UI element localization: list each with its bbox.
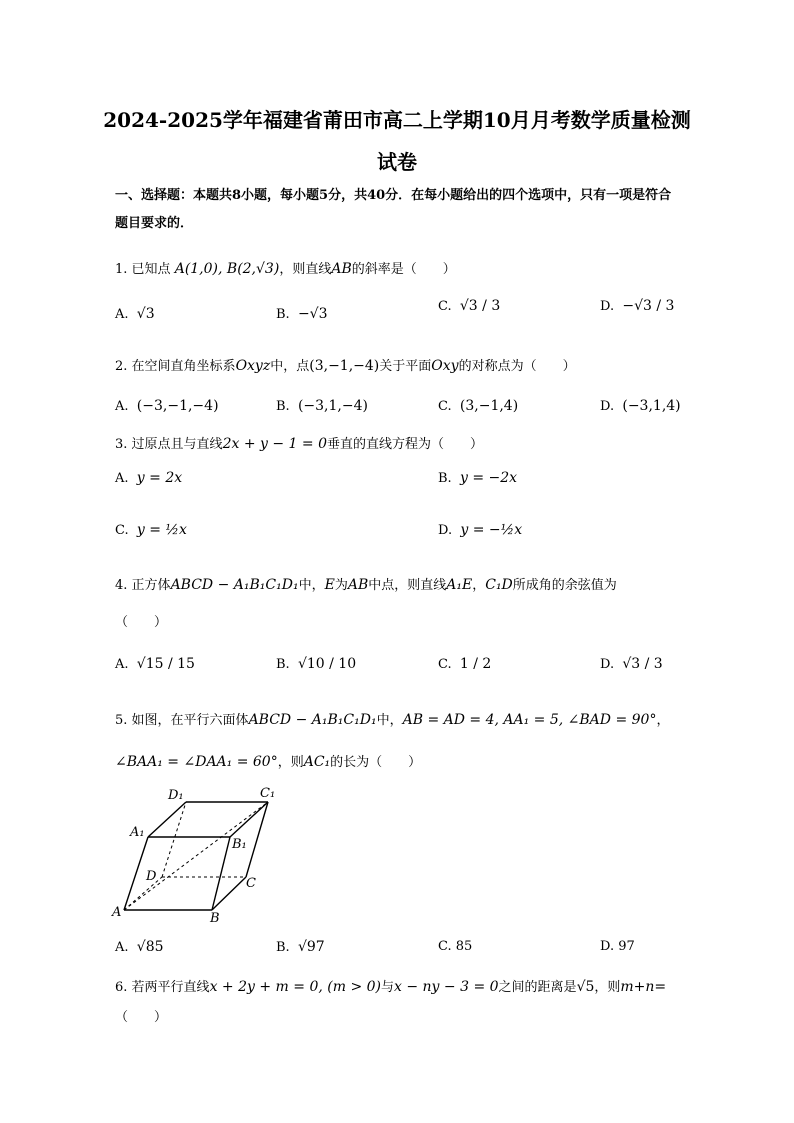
- question-5: [115, 709, 669, 728]
- label-d: D: [146, 869, 157, 884]
- option-value: y = −2x: [459, 470, 518, 486]
- question-text: 中，点: [270, 359, 310, 374]
- question-text: 中点，则直线: [368, 578, 447, 593]
- option-c[interactable]: C. 85: [438, 939, 473, 954]
- question-text: 与: [381, 980, 395, 995]
- option-value: √15 / 15: [136, 656, 195, 672]
- question-text: 的对称点为（ ）: [458, 359, 576, 374]
- question-text: ，则直线: [279, 262, 332, 277]
- option-value: y = 2x: [136, 470, 183, 486]
- math-line: AB: [347, 577, 369, 593]
- math-solid: ABCD − A₁B₁C₁D₁: [248, 712, 377, 728]
- math-line: AB: [331, 261, 352, 277]
- option-c[interactable]: C. √3 / 3: [438, 298, 501, 314]
- math-point: E: [324, 577, 335, 593]
- option-d[interactable]: D. √3 / 3: [600, 656, 663, 672]
- option-b[interactable]: B. (−3,1,−4): [276, 398, 368, 414]
- page-title: 2024-2025学年福建省莆田市高二上学期10月月考数学质量检测: [103, 108, 691, 132]
- option-value: √85: [136, 939, 164, 955]
- label-b1: B₁: [232, 837, 247, 852]
- math-equation: 2x + y − 1 = 0: [222, 436, 327, 452]
- option-value: (−3,1,4): [622, 398, 681, 414]
- math-system: Oxyz: [235, 358, 271, 374]
- section-heading: 一、选择题：本题共8小题，每小题5分，共40分．在每小题给出的四个选项中，只有一项是符合题目要求的．: [115, 188, 672, 231]
- math-condition: AB = AD = 4, AA₁ = 5, ∠BAD = 90°: [402, 712, 657, 728]
- question-text: 正方体: [131, 578, 171, 593]
- question-number: 4.: [115, 578, 128, 593]
- option-d[interactable]: D. y = −½x: [438, 522, 523, 538]
- math-value: √5: [576, 979, 595, 995]
- question-text: ，则: [277, 755, 304, 770]
- option-c[interactable]: C. y = ½x: [115, 522, 187, 538]
- option-value: 1 / 2: [459, 656, 492, 672]
- question-6-paren: （ ）: [115, 1010, 168, 1025]
- question-2: [115, 355, 576, 374]
- option-b[interactable]: B. y = −2x: [438, 470, 518, 486]
- label-d1: D₁: [168, 788, 184, 803]
- math-point: (3,−1,−4): [309, 358, 380, 374]
- option-a[interactable]: A. √85: [115, 939, 164, 955]
- question-4: [115, 574, 617, 593]
- option-b[interactable]: B. −√3: [276, 306, 328, 322]
- question-text: 所成角的余弦值为: [512, 578, 617, 593]
- math-expression: m+n=: [620, 979, 667, 995]
- question-text: ，则: [594, 980, 621, 995]
- label-b: B: [210, 911, 220, 922]
- math-condition: ∠BAA₁ = ∠DAA₁ = 60°: [115, 754, 278, 770]
- option-value: (3,−1,4): [459, 398, 519, 414]
- question-text: 过原点且与直线: [131, 437, 223, 452]
- math-solid: ABCD − A₁B₁C₁D₁: [170, 577, 299, 593]
- question-text: 若两平行直线: [131, 980, 210, 995]
- question-1: [115, 258, 456, 277]
- math-line: C₁D: [485, 577, 513, 593]
- question-number: 2.: [115, 359, 128, 374]
- question-5-line2: [115, 751, 421, 770]
- question-number: 3.: [115, 437, 128, 452]
- question-text: 的斜率是（ ）: [351, 262, 456, 277]
- option-a[interactable]: A. y = 2x: [115, 470, 183, 486]
- question-text: 如图，在平行六面体: [131, 713, 249, 728]
- math-points: A(1,0), B(2,√3): [174, 261, 280, 277]
- option-a[interactable]: A. (−3,−1,−4): [115, 398, 219, 414]
- question-6: [115, 976, 666, 995]
- math-equation: x − ny − 3 = 0: [394, 979, 499, 995]
- option-b[interactable]: B. √10 / 10: [276, 656, 357, 672]
- label-a: A: [112, 905, 122, 920]
- option-d[interactable]: D. 97: [600, 939, 635, 954]
- option-value: 97: [618, 939, 635, 954]
- option-value: √3: [136, 306, 155, 322]
- option-a[interactable]: A. √15 / 15: [115, 656, 195, 672]
- math-line: A₁E: [446, 577, 473, 593]
- option-value: (−3,−1,−4): [136, 398, 219, 414]
- question-3: [115, 433, 483, 452]
- option-value: √3 / 3: [459, 298, 501, 314]
- question-text: ，: [656, 713, 670, 728]
- option-c[interactable]: C. (3,−1,4): [438, 398, 519, 414]
- label-c: C: [246, 876, 256, 891]
- option-value: −√3: [297, 306, 328, 322]
- option-value: √97: [297, 939, 325, 955]
- question-text: 已知点: [131, 262, 171, 277]
- option-value: y = ½x: [136, 522, 187, 538]
- option-c[interactable]: C. 1 / 2: [438, 656, 492, 672]
- math-equation: x + 2y + m = 0, (m > 0): [209, 979, 381, 995]
- question-text: ，: [472, 578, 486, 593]
- question-4-paren: （ ）: [115, 615, 168, 630]
- option-value: √3 / 3: [622, 656, 663, 672]
- option-b[interactable]: B. √97: [276, 939, 325, 955]
- option-a[interactable]: A. √3: [115, 306, 155, 322]
- question-text: 垂直的直线方程为（ ）: [326, 437, 483, 452]
- question-text: 之间的距离是: [498, 980, 577, 995]
- option-value: −√3 / 3: [622, 298, 675, 314]
- label-c1: C₁: [260, 786, 276, 801]
- question-number: 1.: [115, 262, 128, 277]
- option-value: y = −½x: [460, 522, 523, 538]
- option-d[interactable]: D. (−3,1,4): [600, 398, 681, 414]
- option-value: 85: [455, 939, 473, 954]
- math-plane: Oxy: [431, 358, 459, 374]
- question-text: 关于平面: [379, 359, 432, 374]
- question-number: 6.: [115, 980, 128, 995]
- question-text: 中，: [298, 578, 325, 593]
- question-text: 的长为（ ）: [330, 755, 422, 770]
- option-value: √10 / 10: [297, 656, 357, 672]
- label-a1: A₁: [130, 825, 145, 840]
- question-number: 5.: [115, 713, 128, 728]
- question-text: 中，: [376, 713, 403, 728]
- question-text: 为: [334, 578, 348, 593]
- option-value: (−3,1,−4): [297, 398, 368, 414]
- option-d[interactable]: D. −√3 / 3: [600, 298, 675, 314]
- page-title-line2: 试卷: [377, 150, 417, 174]
- math-line: AC₁: [303, 754, 331, 770]
- parallelepiped-figure: [108, 782, 278, 922]
- question-text: 在空间直角坐标系: [131, 359, 236, 374]
